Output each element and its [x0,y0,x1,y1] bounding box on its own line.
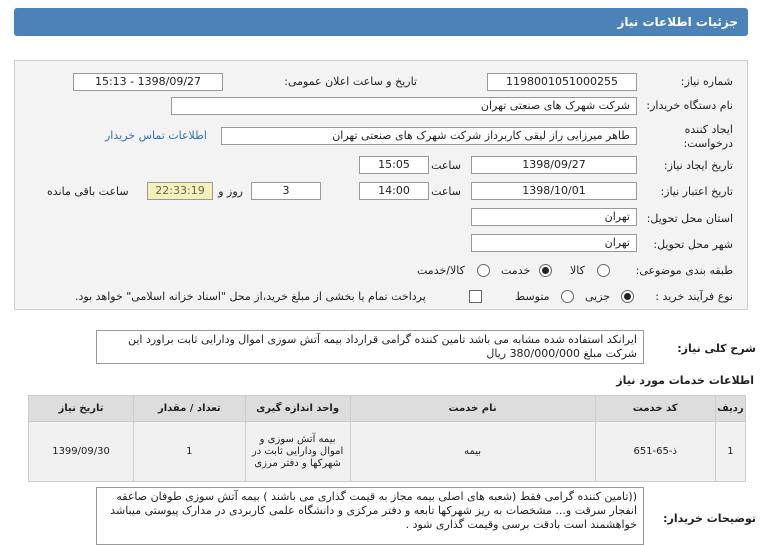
purchase-minor-text: جزیی [585,290,611,303]
general-desc-label: شرح کلی نیاز: [677,342,756,355]
creator-label-line2: درخواست: [683,137,733,150]
category-goods-radio[interactable] [597,264,610,277]
general-desc-box: ایرانکد استفاده شده مشابه می باشد تامین کننده گرامی قرارداد بیمه آتش سوزی اموال ودارایی ثابت براورد این شرکت مبلغ 380/000/000 ریال [96,330,644,364]
cell-unit: بیمه آتش سوزی و اموال ودارایی ثابت در شهرکها و دفتر مرزی [245,422,350,482]
validity-time-label: ساعت [431,185,461,198]
cell-date: 1399/09/30 [29,422,134,482]
buyer-notes-label: توضیحات خریدار: [663,512,756,525]
validity-label: تاریخ اعتبار نیاز: [660,185,733,198]
validity-date-field[interactable]: 1398/10/01 [471,182,637,200]
col-name: نام خدمت [350,396,595,422]
create-date-label: تاریخ ایجاد نیاز: [663,159,733,172]
creator-field[interactable]: طاهر میرزایی راز لیقی کاربرداز شرکت شهرک های صنعتی تهران [221,127,637,145]
days-field[interactable]: 3 [251,182,321,200]
purchase-type-label: نوع فرآیند خرید : [655,290,733,303]
remaining-time-field: 22:33:19 [147,182,213,200]
purchase-minor-radio[interactable] [621,290,634,303]
need-details-panel [14,60,748,310]
buyer-notes-box: ((تامین کننده گرامی فقط (شعبه های اصلی بیمه مجاز به قیمت گذاری می باشند ) بیمه آتش سوزی طوفان صاعقه انفجار سرقت و... مشخصات به ریز شهرکها تابعه و دفتر مرکزی و دانشگاه علمی کاربردی در مدارک پیوستی میباشد خواهشمند است بادقت برسی وقیمت گذاری شود . [96,487,644,545]
treasury-payment-text: پرداخت تمام یا بخشی از مبلغ خرید،از محل "اسناد خزانه اسلامی" خواهد بود. [75,290,426,303]
purchase-medium-text: متوسط [515,290,550,303]
treasury-payment-checkbox[interactable] [469,290,482,303]
purchase-medium-radio[interactable] [561,290,574,303]
category-service-text: خدمت [501,264,531,277]
col-row: ردیف [715,396,745,422]
page-title: جزئیات اطلاعات نیاز [617,15,738,29]
days-label: روز و [218,185,243,198]
services-table [28,395,746,482]
remaining-label: ساعت باقی مانده [47,185,129,198]
category-goods-text: کالا [570,264,585,277]
buyer-org-label: نام دستگاه خریدار: [646,99,733,112]
services-table-header [29,396,746,422]
table-row [29,422,746,482]
cell-code: ذ-65-651 [595,422,715,482]
col-qty: تعداد / مقدار [134,396,246,422]
category-goods-service-text: کالا/خدمت [417,264,465,277]
col-code: کد خدمت [595,396,715,422]
col-date: تاریخ نیاز [29,396,134,422]
cell-qty: 1 [134,422,246,482]
contact-info-link[interactable]: اطلاعات تماس خریدار [105,129,207,142]
province-field[interactable]: تهران [471,208,637,226]
page-header [14,8,748,36]
category-label: طبقه بندی موضوعی: [635,264,733,277]
validity-time-field[interactable]: 14:00 [359,182,429,200]
category-goods-service-radio[interactable] [477,264,490,277]
services-title: اطلاعات خدمات مورد نیاز [616,374,754,387]
city-field[interactable]: تهران [471,234,637,252]
province-label: استان محل تحویل: [646,212,733,225]
create-time-field[interactable]: 15:05 [359,156,429,174]
create-date-field[interactable]: 1398/09/27 [471,156,637,174]
cell-row: 1 [715,422,745,482]
buyer-org-field[interactable]: شرکت شهرک های صنعتی تهران [171,97,637,115]
city-label: شهر محل تحویل: [653,238,733,251]
announce-field[interactable]: 1398/09/27 - 15:13 [73,73,223,91]
need-number-field[interactable]: 1198001051000255 [487,73,637,91]
col-unit: واحد اندازه گیری [245,396,350,422]
announce-label: تاریخ و ساعت اعلان عمومی: [284,75,417,88]
create-time-label: ساعت [431,159,461,172]
category-service-radio[interactable] [539,264,552,277]
creator-label-line1: ایجاد کننده [684,123,733,136]
need-number-label: شماره نیاز: [680,75,733,88]
cell-name: بیمه [350,422,595,482]
